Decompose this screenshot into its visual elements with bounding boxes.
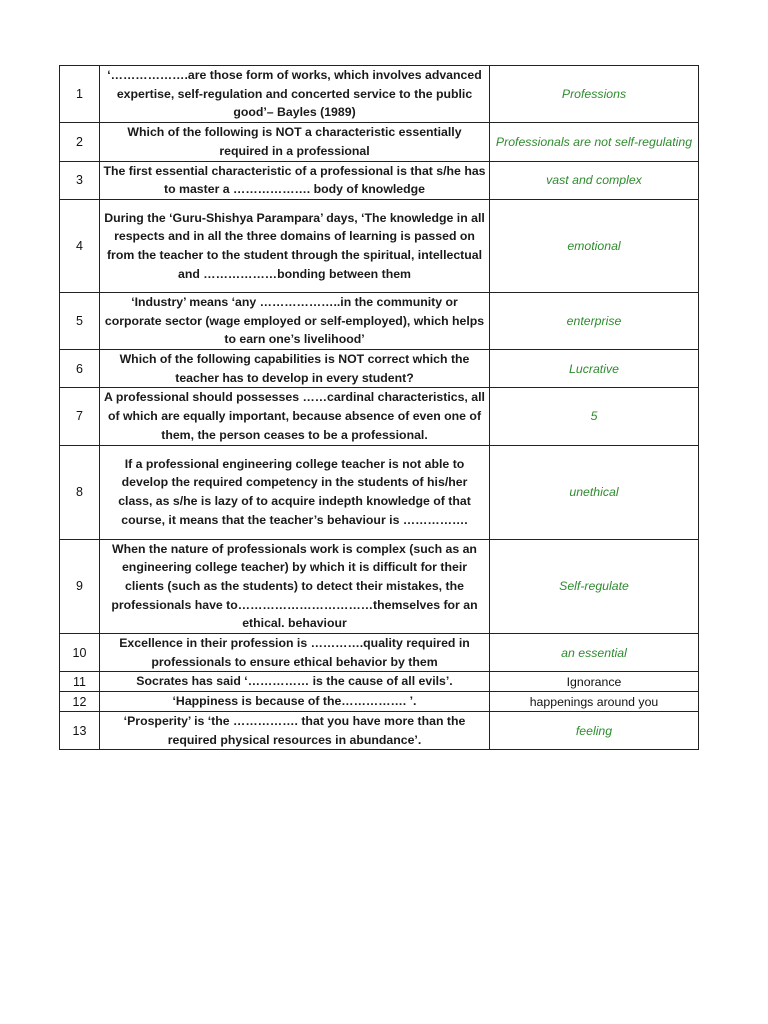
question-answer-table: [59, 65, 699, 750]
table-row: [60, 711, 699, 749]
answer-text: enterprise: [490, 292, 699, 349]
question-text: When the nature of professionals work is complex (such as an engineering college teacher) by which it is difficult for their clients (such as the students) to detect their mistakes, the professionals have to……………………………themselves for an ethical. behaviour: [100, 539, 490, 634]
question-text: ‘……………….are those form of works, which involves advanced expertise, self-regulation and concerted service to the public good’– Bayles (1989): [100, 66, 490, 123]
table-row: [60, 350, 699, 388]
table-row: [60, 199, 699, 292]
question-text: A professional should possesses ……cardinal characteristics, all of which are equally important, because absence of even one of them, the person ceases to be a professional.: [100, 388, 490, 445]
question-text: Which of the following is NOT a characteristic essentially required in a professional: [100, 123, 490, 161]
question-text: If a professional engineering college teacher is not able to develop the required competency in the students of his/her class, as s/he is lazy of to acquire indepth knowledge of that course, it means that the teacher’s behaviour is …………….: [100, 445, 490, 539]
question-text: The first essential characteristic of a professional is that s/he has to master a ………………. body of knowledge: [100, 161, 490, 199]
question-text: Excellence in their profession is ………….quality required in professionals to ensure ethical behavior by them: [100, 634, 490, 672]
table-row: [60, 292, 699, 349]
table-row: [60, 672, 699, 692]
answer-text: an essential: [490, 634, 699, 672]
answer-text: Professionals are not self-regulating: [490, 123, 699, 161]
table-row: [60, 123, 699, 161]
row-number: 12: [60, 692, 100, 712]
answer-text: Self-regulate: [490, 539, 699, 634]
answer-text: unethical: [490, 445, 699, 539]
row-number: 2: [60, 123, 100, 161]
answer-text: Ignorance: [490, 672, 699, 692]
row-number: 10: [60, 634, 100, 672]
row-number: 11: [60, 672, 100, 692]
table-row: [60, 445, 699, 539]
row-number: 3: [60, 161, 100, 199]
question-text: Socrates has said ‘…………… is the cause of all evils’.: [100, 672, 490, 692]
answer-text: 5: [490, 388, 699, 445]
row-number: 1: [60, 66, 100, 123]
answer-text: Professions: [490, 66, 699, 123]
question-text: ‘Prosperity’ is ‘the ……………. that you have more than the required physical resources in abundance’.: [100, 711, 490, 749]
question-text: ‘Industry’ means ‘any ………………..in the community or corporate sector (wage employed or self-employed), which helps to earn one’s livelihood’: [100, 292, 490, 349]
row-number: 5: [60, 292, 100, 349]
row-number: 9: [60, 539, 100, 634]
row-number: 8: [60, 445, 100, 539]
table-row: [60, 66, 699, 123]
row-number: 13: [60, 711, 100, 749]
row-number: 4: [60, 199, 100, 292]
table-body: [60, 66, 699, 750]
answer-text: emotional: [490, 199, 699, 292]
question-text: During the ‘Guru-Shishya Parampara’ days, ‘The knowledge in all respects and in all the three domains of learning is passed on from the teacher to the student through the spiritual, intellectual and ………………bonding between them: [100, 199, 490, 292]
table-row: [60, 161, 699, 199]
row-number: 6: [60, 350, 100, 388]
table-row: [60, 634, 699, 672]
table-row: [60, 388, 699, 445]
question-text: ‘Happiness is because of the……………. ’.: [100, 692, 490, 712]
answer-text: feeling: [490, 711, 699, 749]
answer-text: vast and complex: [490, 161, 699, 199]
table-row: [60, 692, 699, 712]
question-text: Which of the following capabilities is NOT correct which the teacher has to develop in every student?: [100, 350, 490, 388]
answer-text: Lucrative: [490, 350, 699, 388]
row-number: 7: [60, 388, 100, 445]
answer-text: happenings around you: [490, 692, 699, 712]
table-row: [60, 539, 699, 634]
